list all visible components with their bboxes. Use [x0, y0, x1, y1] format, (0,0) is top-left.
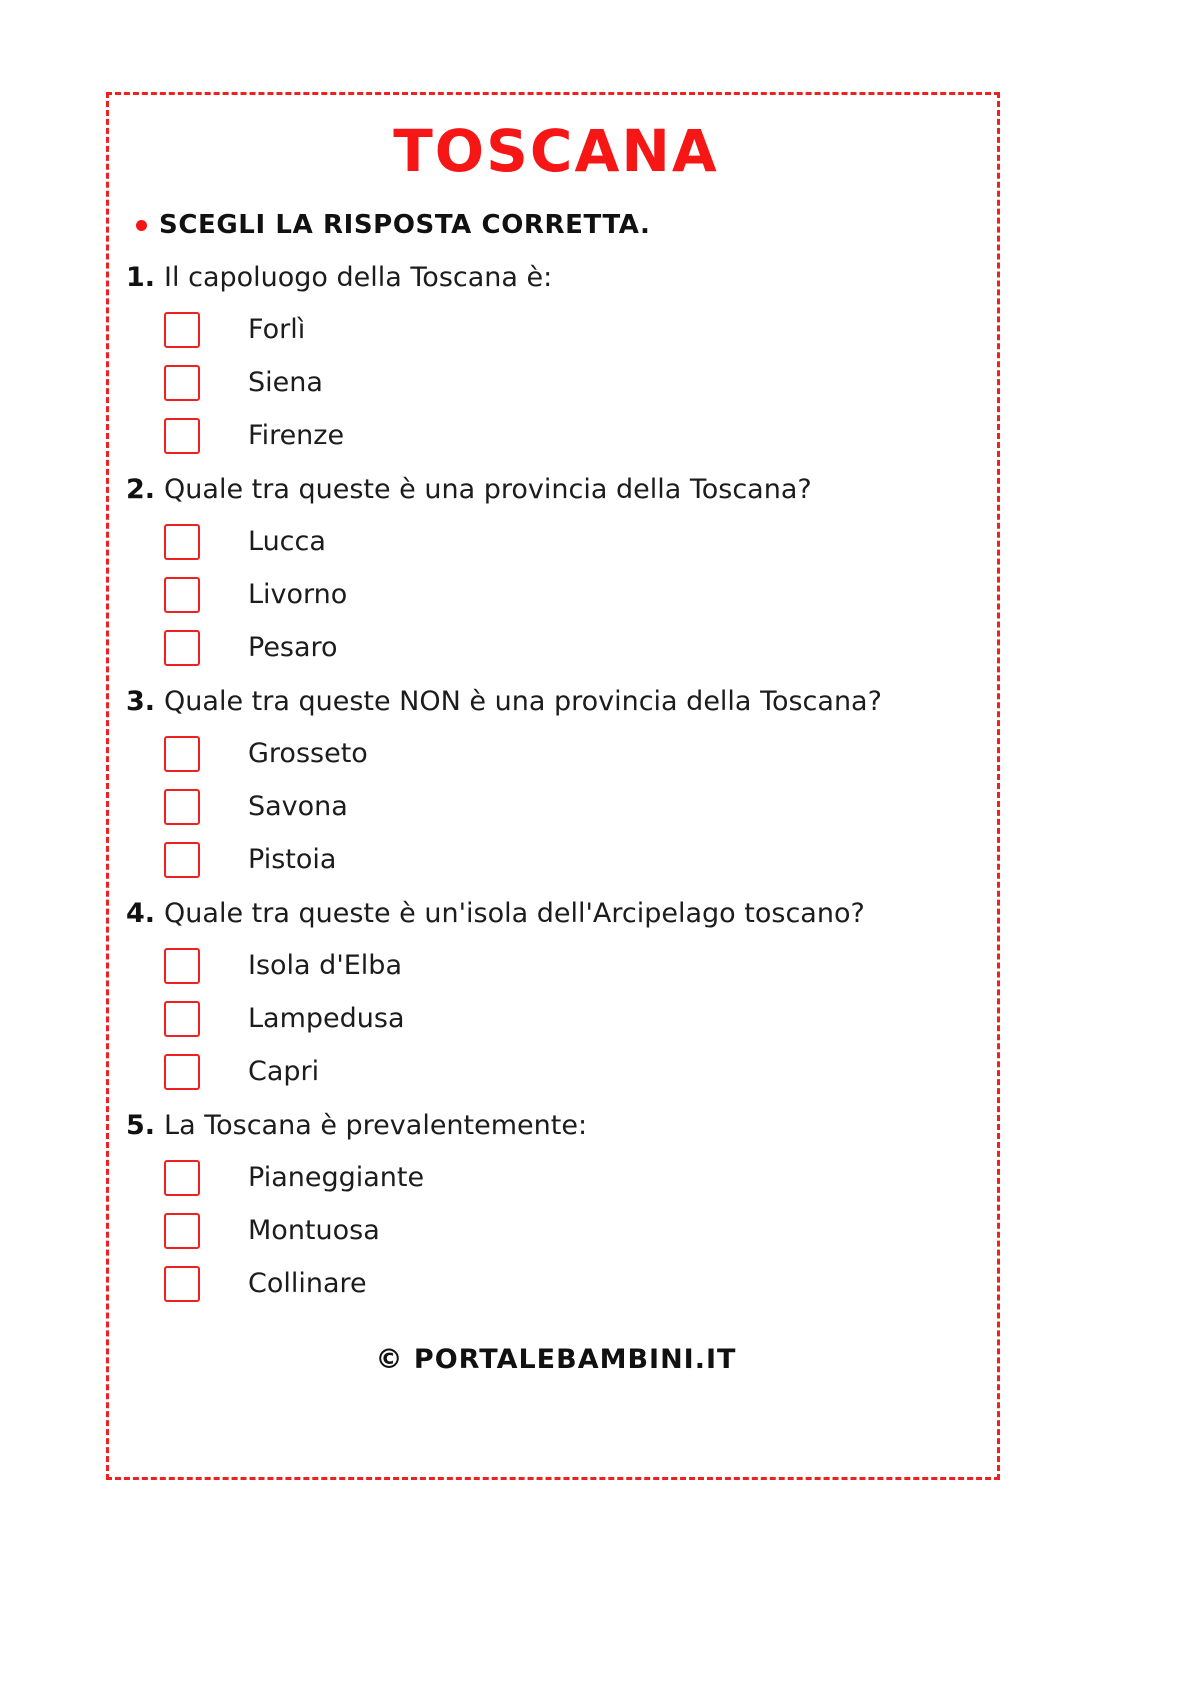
- option-label: Livorno: [248, 579, 348, 610]
- options-list: [164, 515, 986, 674]
- option-label: Lucca: [248, 526, 326, 557]
- instruction-label: SCEGLI LA RISPOSTA CORRETTA.: [159, 210, 651, 240]
- option-row[interactable]: [164, 992, 986, 1045]
- option-label: Siena: [248, 367, 323, 398]
- checkbox-icon[interactable]: [164, 1160, 200, 1196]
- checkbox-icon[interactable]: [164, 1266, 200, 1302]
- option-row[interactable]: [164, 1151, 986, 1204]
- worksheet-content: [126, 108, 986, 1375]
- option-label: Capri: [248, 1056, 320, 1087]
- page-title: TOSCANA: [393, 117, 719, 185]
- option-row[interactable]: [164, 1257, 986, 1310]
- option-row[interactable]: [164, 515, 986, 568]
- option-row[interactable]: [164, 1045, 986, 1098]
- checkbox-icon[interactable]: [164, 948, 200, 984]
- footer: [126, 1344, 986, 1375]
- option-label: Montuosa: [248, 1215, 380, 1246]
- question-block: [126, 474, 986, 674]
- checkbox-icon[interactable]: [164, 1213, 200, 1249]
- question-line: [126, 898, 986, 929]
- question-text: La Toscana è prevalentemente:: [164, 1110, 588, 1141]
- option-label: Pesaro: [248, 632, 338, 663]
- options-list: [164, 727, 986, 886]
- option-label: Forlì: [248, 314, 306, 345]
- checkbox-icon[interactable]: [164, 736, 200, 772]
- checkbox-icon[interactable]: [164, 1054, 200, 1090]
- checkbox-icon[interactable]: [164, 312, 200, 348]
- checkbox-icon[interactable]: [164, 789, 200, 825]
- options-list: [164, 303, 986, 462]
- checkbox-icon[interactable]: [164, 630, 200, 666]
- option-label: Pianeggiante: [248, 1162, 425, 1193]
- question-text: Quale tra queste è un'isola dell'Arcipelago toscano?: [164, 898, 865, 929]
- option-label: Isola d'Elba: [248, 950, 402, 981]
- option-label: Firenze: [248, 420, 345, 451]
- checkbox-icon[interactable]: [164, 365, 200, 401]
- option-row[interactable]: [164, 833, 986, 886]
- option-row[interactable]: [164, 621, 986, 674]
- option-row[interactable]: [164, 568, 986, 621]
- checkbox-icon[interactable]: [164, 418, 200, 454]
- option-label: Collinare: [248, 1268, 367, 1299]
- options-list: [164, 939, 986, 1098]
- question-text: Quale tra queste NON è una provincia della Toscana?: [164, 686, 882, 717]
- option-label: Lampedusa: [248, 1003, 405, 1034]
- option-row[interactable]: [164, 409, 986, 462]
- question-number: 4.: [126, 898, 156, 929]
- option-label: Savona: [248, 791, 348, 822]
- question-line: [126, 1110, 986, 1141]
- question-text: Quale tra queste è una provincia della Toscana?: [164, 474, 812, 505]
- question-number: 5.: [126, 1110, 156, 1141]
- checkbox-icon[interactable]: [164, 524, 200, 560]
- option-row[interactable]: [164, 780, 986, 833]
- question-text: Il capoluogo della Toscana è:: [164, 262, 553, 293]
- instruction: [136, 210, 986, 240]
- question-number: 1.: [126, 262, 156, 293]
- option-row[interactable]: [164, 356, 986, 409]
- option-row[interactable]: [164, 939, 986, 992]
- option-row[interactable]: [164, 303, 986, 356]
- question-number: 3.: [126, 686, 156, 717]
- checkbox-icon[interactable]: [164, 842, 200, 878]
- footer-credit: © PORTALEBAMBINI.IT: [375, 1344, 737, 1375]
- bullet-icon: [136, 220, 147, 231]
- checkbox-icon[interactable]: [164, 577, 200, 613]
- question-line: [126, 262, 986, 293]
- option-row[interactable]: [164, 1204, 986, 1257]
- question-number: 2.: [126, 474, 156, 505]
- option-label: Pistoia: [248, 844, 337, 875]
- question-block: [126, 1110, 986, 1310]
- options-list: [164, 1151, 986, 1310]
- question-block: [126, 262, 986, 462]
- question-block: [126, 686, 986, 886]
- question-line: [126, 474, 986, 505]
- option-label: Grosseto: [248, 738, 368, 769]
- option-row[interactable]: [164, 727, 986, 780]
- question-block: [126, 898, 986, 1098]
- question-line: [126, 686, 986, 717]
- checkbox-icon[interactable]: [164, 1001, 200, 1037]
